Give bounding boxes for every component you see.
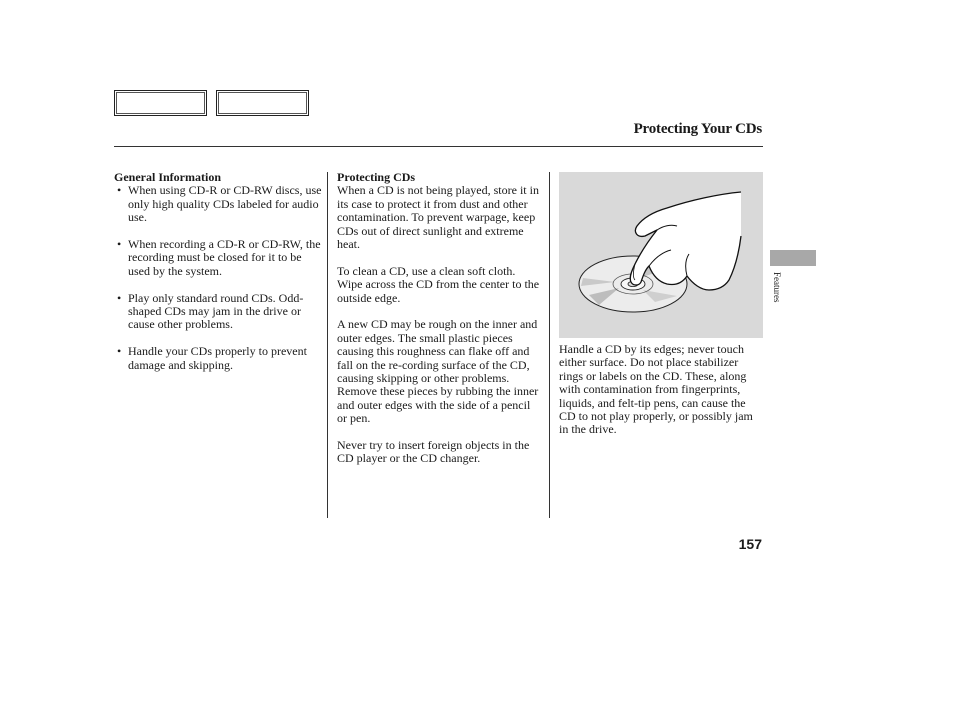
paragraph: A new CD may be rough on the inner and outer edges. The small plastic pieces causing this roughness can flake off and fall on the re-cording surface of the CD, causing skipping or other problems. Remove these pieces by rubbing the inner and outer edges with the side of a pencil or pen. xyxy=(337,317,539,426)
nav-button-next[interactable] xyxy=(216,90,309,116)
column-divider xyxy=(549,172,550,518)
section-label: Features xyxy=(772,272,782,303)
bullet-list xyxy=(114,184,324,372)
list-item: • Play only standard round CDs. Odd-shaped CDs may jam in the drive or cause other problems. xyxy=(114,292,324,332)
hand-holding-cd-illustration xyxy=(559,172,763,338)
general-information-section xyxy=(114,171,324,385)
title-rule xyxy=(114,146,763,147)
paragraph: Handle a CD by its edges; never touch either surface. Do not place stabilizer rings or labels on the CD. These, along with contamination from fingerprints, liquids, and felt-tip pens, can cause the CD to not play properly, or possibly jam in the drive. xyxy=(559,342,753,437)
paragraph: Never try to insert foreign objects in the CD player or the CD changer. xyxy=(337,438,530,466)
page-title: Protecting Your CDs xyxy=(633,121,762,137)
paragraph: When a CD is not being played, store it in its case to protect it from dust and other contamination. To prevent warpage, keep CDs out of direct sunlight and extreme heat. xyxy=(337,183,539,252)
cd-hand-icon xyxy=(559,172,763,338)
handling-cds-section xyxy=(559,343,765,450)
paragraph: To clean a CD, use a clean soft cloth. Wipe across the CD from the center to the outside edge. xyxy=(337,263,540,305)
list-item: • When using CD-R or CD-RW discs, use only high quality CDs labeled for audio use. xyxy=(114,184,324,224)
list-item: • Handle your CDs properly to prevent damage and skipping. xyxy=(114,345,324,372)
section-heading: Protecting CDs xyxy=(337,170,416,184)
page-number: 157 xyxy=(738,536,762,552)
protecting-cds-section xyxy=(337,171,543,479)
section-tab-marker xyxy=(770,250,816,266)
section-heading: General Information xyxy=(114,170,221,184)
nav-button-previous[interactable] xyxy=(114,90,207,116)
column-divider xyxy=(327,172,328,518)
list-item: • When recording a CD-R or CD-RW, the recording must be closed for it to be used by the system. xyxy=(114,238,324,278)
